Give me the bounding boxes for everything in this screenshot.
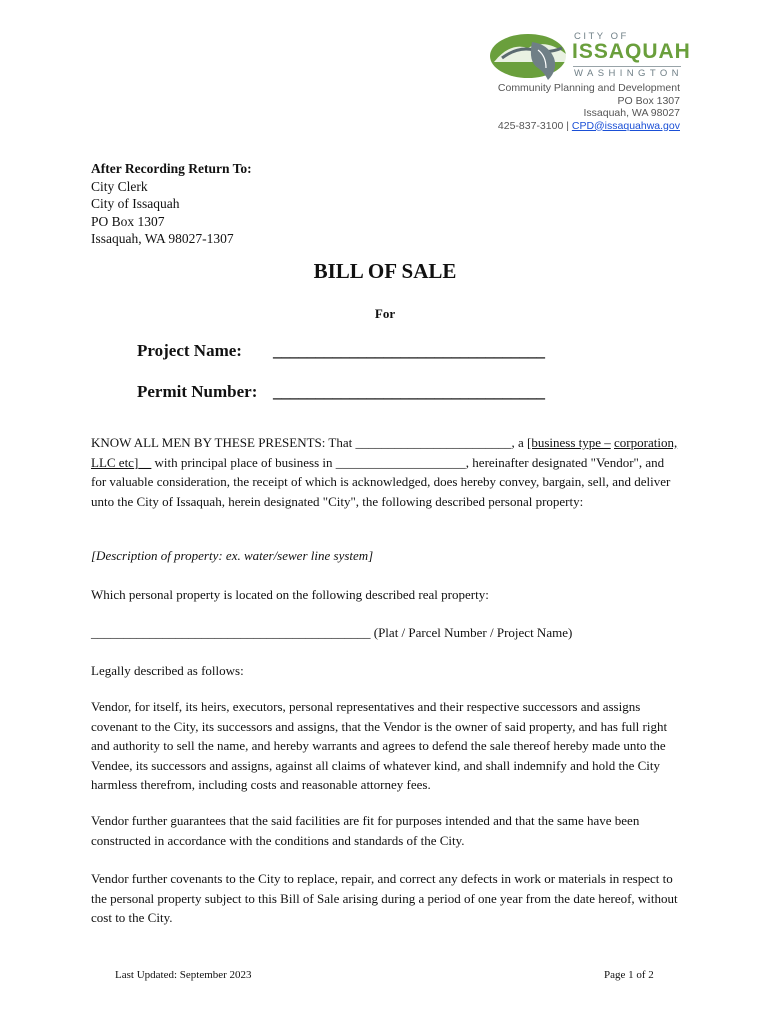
return-to-block (91, 160, 252, 248)
return-to-line: PO Box 1307 (91, 213, 165, 229)
last-updated: Last Updated: September 2023 (115, 969, 252, 981)
return-to-heading: After Recording Return To: (91, 161, 252, 176)
logo-city-of: CITY OF (574, 31, 629, 42)
parcel-line (91, 623, 681, 643)
business-location-blank: ____________________ (335, 454, 466, 470)
guarantee-paragraph: Vendor further guarantees that the said facilities are fit for purposes intended and that the same have been constructed in accordance with the conditions and standards of the City. (91, 813, 640, 848)
contact-dept: Community Planning and Development (497, 82, 680, 94)
email-link[interactable]: CPD@issaquahwa.gov (571, 119, 680, 132)
document-title: BILL OF SALE (313, 259, 457, 283)
return-to-line: City of Issaquah (91, 196, 180, 211)
property-description-placeholder: [Description of property: ex. water/sewer line system] (91, 548, 374, 563)
project-name-field (137, 341, 545, 361)
permit-number-field (137, 382, 545, 402)
warranty-paragraph: Vendor, for itself, its heirs, executors, personal representatives and their respective successors and assigns covenant to the City, its successors and assigns, that the Vendor is the owner of said property, and has full right and authority to sell the name, and hereby warrants and agrees to defend the sale thereof hereby made unto the Vendee, its successors and assigns, against all claims of whatever kind, and shall indemnify and hold the City harmless therefrom, including costs and reasonable attorney fees. (91, 699, 668, 792)
fish-mountain-logo-icon (488, 28, 572, 84)
legal-description-paragraph: Legally described as follows: (91, 663, 244, 678)
logo-washington: WASHINGTON (574, 68, 683, 79)
covenant-paragraph: Vendor further covenants to the City to replace, repair, and correct any defects in work or materials in respect to the personal property subject to this Bill of Sale arising during a period of one year from the date hereof, without cost to the City. (91, 871, 678, 925)
know-all-men-paragraph (91, 433, 681, 511)
real-property-paragraph: Which personal property is located on the following described real property: (91, 587, 489, 602)
logo-divider (573, 66, 681, 67)
paragraph-text: with principal place of business in (151, 454, 336, 470)
page-number: Page 1 of 2 (604, 969, 654, 981)
contact-block (498, 82, 680, 132)
permit-number-blank[interactable]: ________________________________ (273, 382, 545, 401)
contact-city-state: Issaquah, WA 98027 (583, 107, 680, 119)
project-name-blank[interactable]: ________________________________ (273, 341, 545, 360)
logo-issaquah: ISSAQUAH (572, 40, 691, 63)
document-subtitle: For (374, 306, 396, 321)
paragraph-text: , hereinafter designated "Vendor", and for valuable consideration, the receipt of which is acknowledged, does hereby convey, bargain, sell, and deliver unto the City of Issaquah, herein designated "City", the following described personal property: (91, 454, 671, 509)
contact-phone: 425-837-3100 | (497, 119, 572, 132)
contact-po-box: PO Box 1307 (617, 94, 680, 107)
city-logo (488, 28, 691, 86)
return-to-line: City Clerk (91, 178, 148, 194)
parcel-text: (Plat / Parcel Number / Project Name) (370, 625, 573, 640)
business-type-placeholder-cont: corporation, LLC etc]__ (91, 435, 678, 470)
project-name-label: Project Name: (137, 341, 242, 360)
paragraph-text: KNOW ALL MEN BY THESE PRESENTS: That ________________________, a (91, 435, 527, 450)
permit-number-label: Permit Number: (137, 382, 258, 401)
contact-phone-email (498, 120, 680, 133)
return-to-line: Issaquah, WA 98027-1307 (91, 231, 234, 246)
business-type-placeholder: [business type – (526, 435, 611, 450)
parcel-blank: ___________________________________________ (91, 625, 371, 640)
